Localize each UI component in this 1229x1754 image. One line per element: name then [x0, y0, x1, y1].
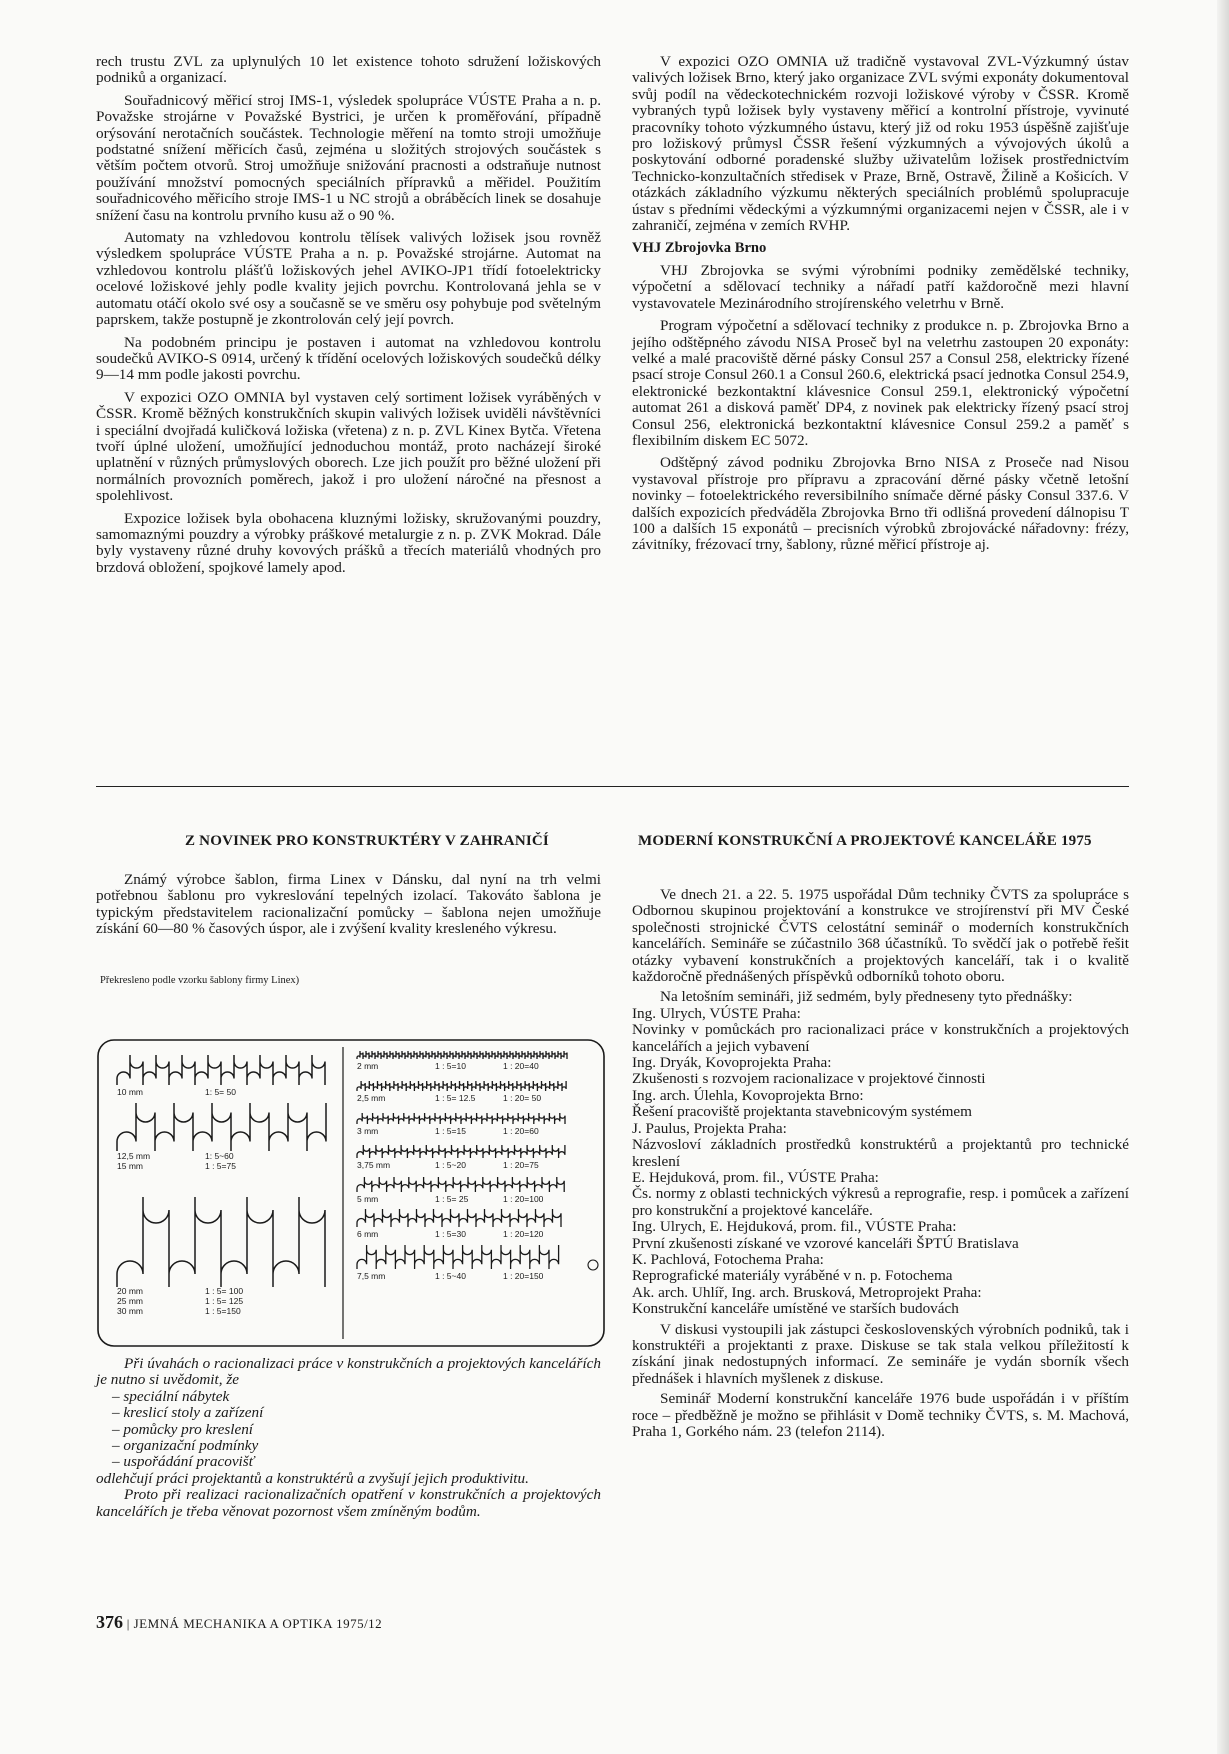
right-article-body [632, 887, 1129, 1440]
page-edge-shadow [1217, 0, 1229, 1754]
insulation-small-6 [357, 1245, 559, 1269]
insulation-loop-0 [117, 1055, 325, 1085]
scale-label: 1 : 5=150 [205, 1306, 241, 1316]
page-footer [96, 1612, 382, 1633]
paragraph: Na podobném principu je postaven i automat na vzhledovou kontrolu soudečků AVIKO-S 0914, určený k třídění ocelových ložiskových soudečků délky 9—14 mm podle jakosti povrchu. [96, 333, 601, 384]
scale-label: 1 : 5=75 [205, 1161, 236, 1171]
paragraph: Expozice ložisek byla obohacena kluznými ložisky, skružovanými pouzdry, samomaznými pouzdry a výrobky práškové metalurgie z n. p. ZVK Mokrad. Dále byly vystaveny různé druhy kovových prášků a třecích materiálů vhodných pro brzdová obložení, spojkové lamely apod. [96, 509, 601, 576]
template-outline [98, 1040, 604, 1346]
insulation-small-4 [357, 1177, 564, 1192]
lecture-line: Čs. normy z oblasti technických výkresů a reprografie, resp. i pomůcek a zařízení pro konstrukční a projektové kanceláře. [632, 1185, 1129, 1219]
insulation-small-0 [357, 1051, 567, 1059]
size-label: 15 mm [117, 1161, 143, 1171]
scale-label: 1 : 5= 12.5 [435, 1093, 476, 1103]
size-label: 2,5 mm [357, 1093, 386, 1103]
paragraph: Souřadnicový měřicí stroj IMS-1, výsledek spolupráce VÚSTE Praha a n. p. Považske strojárne v Považské Bystrici, je určen k proměřování, případně orýsování nerotačních součástek. Technologie měření na tomto stroji umožňuje podstatné snížení měřicích časů, zejména u složitých strojových součástek s větším počtem otvorů. Stroj umožňuje snižování pracnosti a odstraňuje nutnost používání množství pomocných speciálních přípravků a měřidel. Použitím souřadnicového měřicího stroje IMS-1 u NC strojů a obráběcích linek se dosahuje snížení času na kontrolu prvního kusu až o 90 %. [96, 91, 601, 224]
list-item: – kreslicí stoly a zařízení [112, 1404, 264, 1422]
article-title: Z NOVINEK PRO KONSTRUKTÉRY V ZAHRANIČÍ [185, 833, 549, 849]
scale-label: 1 : 5~20 [435, 1160, 466, 1170]
scale-label: 1 : 5=15 [435, 1126, 466, 1136]
paragraph: Automaty na vzhledovou kontrolu tělísek valivých ložisek jsou rovněž výsledkem spolupráce VÚSTE Praha a n. p. Považské strojárne. Automat na vzhledovou kontrolu plášťů ložiskových jehel AVIKO-JP1 třídí fotoelektricky ocelové ložiskové jehly podle kvality jejich povrchu. Kontrolovaná jehla se v automatu otáčí okolo své osy a současně se ve směru osy pohybuje pod světelným paprskem, takže postupně je zkontrolován celý její povrch. [96, 229, 601, 329]
insulation-loop-1 [117, 1103, 326, 1151]
paragraph: Proto při realizaci racionalizačních opatření v konstrukčních a projektových kancelářích je třeba věnovat pozornost všem zmíněným bodům. [96, 1486, 601, 1520]
lecture-line: Ak. arch. Uhlíř, Ing. arch. Brusková, Metroprojekt Praha: [632, 1283, 982, 1301]
lecture-line: Ing. Ulrych, E. Hejduková, prom. fil., VÚSTE Praha: [632, 1218, 957, 1236]
size-label: 10 mm [117, 1087, 143, 1097]
scale-label: 1 : 5=30 [435, 1229, 466, 1239]
paragraph: V diskusi vystoupili jak zástupci československých výrobních podniků, tak i konstruktéři a projektanti z praxe. Diskuse se tak stala velkou příležitostí k získání jinak nedostupných informací. Ze semináře je vydán sborník všech přednášek i hlavních myšlenek z diskuse. [632, 1320, 1129, 1387]
scale-label: 1 : 5~40 [435, 1271, 466, 1281]
list-item: – pomůcky pro kreslení [112, 1420, 254, 1438]
lecture-line: J. Paulus, Projekta Praha: [632, 1119, 787, 1137]
scale-label: 1 : 20=75 [503, 1160, 539, 1170]
lecture-line: Ing. Ulrych, VÚSTE Praha: [632, 1004, 801, 1022]
lecture-line: Ing. arch. Úlehla, Kovoprojekta Brno: [632, 1086, 864, 1104]
scale-label: 1 : 5=10 [435, 1061, 466, 1071]
insulation-small-1 [357, 1081, 566, 1091]
footer-separator: | [126, 1616, 130, 1631]
template-figure [95, 1037, 607, 1349]
scale-label: 1 : 5= 100 [205, 1286, 244, 1296]
article-intro [96, 872, 601, 944]
size-label: 20 mm [117, 1286, 143, 1296]
scale-label: 1 : 20=120 [503, 1229, 544, 1239]
paragraph: Při úvahách o racionalizaci práce v konstrukčních a projektových kancelářích je nutno si uvědomit, že [96, 1355, 601, 1389]
paragraph: Seminář Moderní konstrukční kanceláře 1976 bude uspořádán i v příštím roce – předběžně je možno se přihlásit v Domě techniky ČVTS, s. M. Machová, Praha 1, Gorkého nám. 23 (telefon 2114). [632, 1390, 1129, 1440]
insulation-small-2 [357, 1113, 565, 1124]
scale-label: 1 : 20=40 [503, 1061, 539, 1071]
scale-label: 1: 5= 50 [205, 1087, 236, 1097]
paragraph: V expozici OZO OMNIA byl vystaven celý sortiment ložisek vyráběných v ČSSR. Kromě běžných konstrukčních skupin valivých ložisek uviděli návštěvníci i speciální dvojřadá kuličková ložiska (vřetena) z n. p. ZVL Kinex Bytča. Vřetena tvoří úplné uložení, umožňující jednoduchou montáž, proto nacházejí široké uplatnění v různých průmyslových oborech. Lze jich použít pro běžné uložení při normálních provozních poměrech, jakož i pro uložení náročné na přesnost a spolehlivost. [96, 388, 601, 505]
lecture-line: K. Pachlová, Fotochema Praha: [632, 1250, 824, 1268]
scale-label: 1 : 20=60 [503, 1126, 539, 1136]
section-heading: VHJ Zbrojovka Brno [632, 240, 767, 257]
top-left-column [96, 54, 601, 582]
size-label: 3,75 mm [357, 1160, 391, 1170]
scale-label: 1 : 20= 50 [503, 1093, 542, 1103]
size-label: 2 mm [357, 1061, 379, 1071]
size-label: 7,5 mm [357, 1271, 386, 1281]
paragraph: V expozici OZO OMNIA už tradičně vystavoval ZVL-Výzkumný ústav valivých ložisek Brno, který jako organizace ZVL svými exponáty dokumentoval svůj podíl na vědeckotechnickém rozvoji ložiskové výroby v ČSSR. Kromě vybraných typů ložisek byly vystaveny měřicí a kontrolní přístroje, vyvinuté pracovníky tohoto výzkumného ústavu, který již od roku 1953 úspěšně zajišťuje pro ložiskový průmysl ČSSR řešení výzkumných a vývojových úkolů a poskytování odborné poradenské služby uživatelům ložisek prostřednictvím Technicko-konzultačních středisek v Praze, Brně, Ostravě, Žilině a Košicích. V otázkách základního výzkumu některých speciálních problémů spolupracuje ústav s předními vědeckými a výzkumnými organizacemi nejen v ČSSR, ale i v zahraničí, zejména v zemích RVHP. [632, 53, 1129, 235]
size-label: 30 mm [117, 1306, 143, 1316]
hole-icon [588, 1260, 598, 1270]
insulation-small-5 [357, 1209, 561, 1227]
size-label: 3 mm [357, 1126, 379, 1136]
lecture-line: Řešení pracoviště projektanta stavebnicovým systémem [632, 1103, 972, 1121]
paragraph: Odštěpný závod podniku Zbrojovka Brno NISA z Proseče nad Nisou vystavoval přístroje pro přípravu a zpracování děrné pásky včetně letošní novinky – fotoelektrického reversibilního snímače děrné pásky Consul 337.6. V dalších expozicích předváděla Zbrojovka Brno tři odlišná provedení dálnopisu T 100 a dalších 15 exponátů – precisních výrobků zbrojovácké nářadovny: frézy, závitníky, frézovací trny, šablony, různé měřicí přístroje aj. [632, 454, 1129, 554]
paragraph: odlehčují práci projektantů a konstruktérů a zvyšují jejich produktivitu. [96, 1469, 529, 1487]
scale-label: 1 : 5= 25 [435, 1194, 469, 1204]
list-item: – organizační podmínky [112, 1437, 259, 1455]
horizontal-divider [96, 786, 1129, 787]
paragraph: VHJ Zbrojovka se svými výrobními podniky zemědělské techniky, výpočetní a sdělovací techniky a nářadí patří každoročně mezi hlavní vystavovatele Mezinárodního strojírenského veletrhu v Brně. [632, 261, 1129, 312]
scale-label: 1 : 5= 125 [205, 1296, 244, 1306]
size-label: 12,5 mm [117, 1151, 151, 1161]
size-label: 25 mm [117, 1296, 143, 1306]
scale-label: 1 : 20=100 [503, 1194, 544, 1204]
size-label: 6 mm [357, 1229, 379, 1239]
lecture-line: E. Hejduková, prom. fil., VÚSTE Praha: [632, 1168, 879, 1186]
top-right-column [632, 54, 1129, 560]
figure-caption: Překresleno podle vzorku šablony firmy Linex) [100, 975, 300, 986]
size-label: 5 mm [357, 1194, 379, 1204]
lecture-line: Ing. Dryák, Kovoprojekta Praha: [632, 1054, 832, 1072]
list-item: – speciální nábytek [112, 1387, 230, 1405]
journal-name: JEMNÁ MECHANIKA A OPTIKA 1975/12 [133, 1616, 383, 1631]
lecture-line: Zkušenosti s rozvojem racionalizace v projektové činnosti [632, 1070, 986, 1088]
paragraph: Program výpočetní a sdělovací techniky z produkce n. p. Zbrojovka Brno a jejího odštěpného závodu NISA Proseč byl na veletrhu zastoupen 20 exponáty: velké a malé pracoviště děrné pásky Consul 257 a Consul 258, elektricky řízené psací stroje Consul 260.1 a Consul 260.6, elektrická psací jednotka Consul 254.9, elektronické bezkontaktní klávesnice Consul 259.1, elektronický výpočetní automat 261 a disková paměť DP4, z novinek pak elektricky řízený psací stroj Consul 256, elektronická bezkontaktní klávesnice Consul 259.2 a paměť s flexibilním diskem EC 5072. [632, 317, 1129, 449]
page-number: 376 [96, 1612, 123, 1632]
article-closing [96, 1356, 601, 1520]
right-labels [357, 1061, 544, 1281]
lecture-line: První zkušenosti získané ve vzorové kanceláři ŠPTÚ Bratislava [632, 1234, 1019, 1252]
lecture-line: Reprografické materiály vyráběné v n. p. Fotochema [632, 1267, 953, 1285]
paragraph: Ve dnech 21. a 22. 5. 1975 uspořádal Dům techniky ČVTS za spolupráce s Odbornou skupinou projektování a konstrukce ve strojírenství při MV České společnosti strojnické ČVTS celostátní seminář o moderních konstrukčních kancelářích. Semináře se zúčastnilo 368 účastníků. To svědčí jak o potřebě řešit otázky vybavení konstrukčních a projektových kanceláří, tak i o kvalitě každoročně přednášených příspěvků odborníků tohoto oboru. [632, 886, 1129, 986]
scale-label: 1: 5~60 [205, 1151, 234, 1161]
lecture-line: Názvosloví základních prostředků konstruktérů a projektantů pro technické kreslení [632, 1136, 1129, 1170]
lecture-line: Konstrukční kanceláře umístěné ve starších budovách [632, 1300, 959, 1318]
lecture-line: Novinky v pomůckách pro racionalizaci práce v konstrukčních a projektových kancelářích a jejich vybavení [632, 1021, 1129, 1055]
paragraph: Na letošním semináři, již sedmém, byly předneseny tyto přednášky: [660, 988, 1073, 1006]
list-item: – uspořádání pracovišť [112, 1453, 255, 1471]
paragraph: rech trustu ZVL za uplynulých 10 let existence tohoto sdružení ložiskových podniků a organizací. [96, 53, 601, 87]
insulation-loop-2 [117, 1197, 325, 1287]
insulation-small-3 [357, 1145, 565, 1158]
article-title: MODERNÍ KONSTRUKČNÍ A PROJEKTOVÉ KANCELÁŘE 1975 [638, 833, 1092, 849]
scale-label: 1 : 20=150 [503, 1271, 544, 1281]
paragraph: Známý výrobce šablon, firma Linex v Dánsku, dal nyní na trh velmi potřebnou šablonu pro vykreslování tepelných izolací. Takováto šablona je typickým představitelem racionalizační pomůcky – šablona nejen umožňuje získání 60—80 % časových úspor, ale i zvýšení kvality kresleného výkresu. [96, 871, 601, 938]
